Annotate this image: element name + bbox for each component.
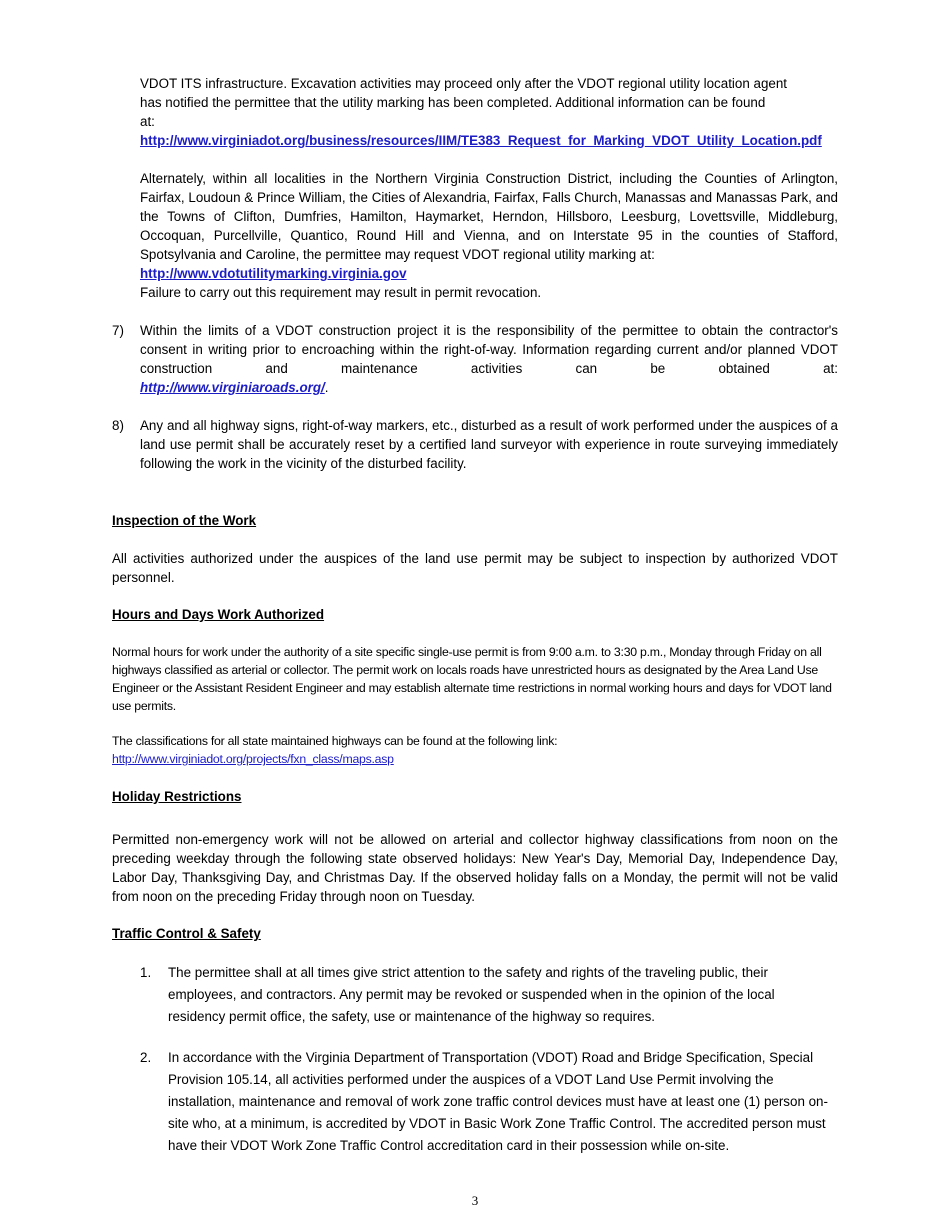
item8-paragraph: Any and all highway signs, right-of-way markers, etc., disturbed as a result of work performed under the auspices of a land use permit shall be accurately reset by a certified land surveyor with experience in route surveying immediately following the work in the vicinity of the disturbed facility.	[140, 418, 838, 471]
traffic-item1-number: 1.	[140, 965, 152, 980]
item7-link-line	[140, 378, 838, 397]
hours-paragraph: Normal hours for work under the authority of a site specific single-use permit is from 9:00 a.m. to 3:30 p.m., Monday through Friday on all highways classified as arterial or collector. The permit work on locals roads have unrestricted hours as designated by the Area Land Use Engineer or the Assistant Resident Engineer and may establish alternate time restrictions in normal working hours and days for VDOT land use permits.	[112, 645, 832, 713]
item6-alternate-paragraph: Alternately, within all localities in the Northern Virginia Construction District, including the Counties of Arlington, Fairfax, Loudoun & Prince William, the Cities of Alexandria, Fairfax, Falls Church, Manassas and Manassas Park, and the Towns of Clifton, Dumfries, Hamilton, Haymarket, Herndon, Hillsboro, Leesburg, Lovettsville, Middleburg, Occoquan, Purcellville, Quantico, Round Hill and Vienna, and on Interstate 95 in the counties of Stafford, Spotsylvania and Caroline, the permittee may request VDOT regional utility marking at:	[140, 171, 838, 262]
classifications-text: The classifications for all state maintained highways can be found at the following link:	[112, 734, 558, 748]
holiday-paragraph: Permitted non-emergency work will not be allowed on arterial and collector highway classifications from noon on the preceding weekday through the following state observed holidays: New Year's Day, Memorial Day, Independence Day, Labor Day, Thanksgiving Day, and Christmas Day. If the observed holiday falls on a Monday, the permit will not be valid from noon on the preceding Friday through noon on Tuesday.	[112, 832, 838, 904]
traffic-heading: Traffic Control & Safety	[112, 926, 261, 941]
virginia-roads-link[interactable]: http://www.virginiaroads.org/	[140, 380, 325, 395]
page-number: 3	[471, 1193, 479, 1208]
classifications-paragraph	[112, 732, 837, 768]
item7-paragraph	[140, 321, 838, 378]
traffic-item1-text: The permittee shall at all times give strict attention to the safety and rights of the traveling public, their employees, and contractors. Any permit may be revoked or suspended when in the opinion of the local residency permit office, the safety, use or maintenance of the highway so requires.	[168, 965, 775, 1024]
item8-number: 8)	[112, 418, 124, 433]
inspection-heading: Inspection of the Work	[112, 513, 257, 528]
item7-after-link: .	[324, 380, 329, 395]
utility-marking-pdf-link[interactable]: http://www.virginiadot.org/business/resources/IIM/TE383_Request_for_Marking_VDOT_Utility_Location.pdf	[140, 133, 822, 148]
item6-line2: has notified the permittee that the utility marking has been completed. Additional information can be found	[140, 95, 766, 110]
traffic-item2-number: 2.	[140, 1050, 152, 1065]
holiday-heading: Holiday Restrictions	[112, 789, 242, 804]
item6-link2-line	[140, 264, 838, 283]
fxn-class-maps-link[interactable]: http://www.virginiadot.org/projects/fxn_class/maps.asp	[112, 752, 394, 766]
hours-heading: Hours and Days Work Authorized	[112, 607, 325, 622]
item6-continuation	[140, 74, 840, 150]
item6-line1: VDOT ITS infrastructure. Excavation activities may proceed only after the VDOT regional utility location agent	[140, 76, 788, 91]
inspection-paragraph: All activities authorized under the auspices of the land use permit may be subject to inspection by authorized VDOT personnel.	[112, 551, 838, 585]
item7-text: Within the limits of a VDOT construction project it is the responsibility of the permittee to obtain the contractor's consent in writing prior to encroaching within the right-of-way. Information regarding current and/or planned VDOT construction and maintenance activities can be obtained at:	[140, 323, 838, 376]
traffic-item2-text: In accordance with the Virginia Department of Transportation (VDOT) Road and Bridge Specification, Special Provision 105.14, all activities performed under the auspices of a VDOT Land Use Permit involving the installation, maintenance and removal of work zone traffic control devices must have at least one (1) person on-site who, at a minimum, is accredited by VDOT in Basic Work Zone Traffic Control. The accredited person must have their VDOT Work Zone Traffic Control accreditation card in their possession while on-site.	[168, 1050, 828, 1153]
item6-failure-text: Failure to carry out this requirement may result in permit revocation.	[140, 285, 542, 300]
vdot-utility-marking-link[interactable]: http://www.vdotutilitymarking.virginia.gov	[140, 266, 407, 281]
item7-number: 7)	[112, 323, 124, 338]
item6-line3: at:	[140, 114, 155, 129]
